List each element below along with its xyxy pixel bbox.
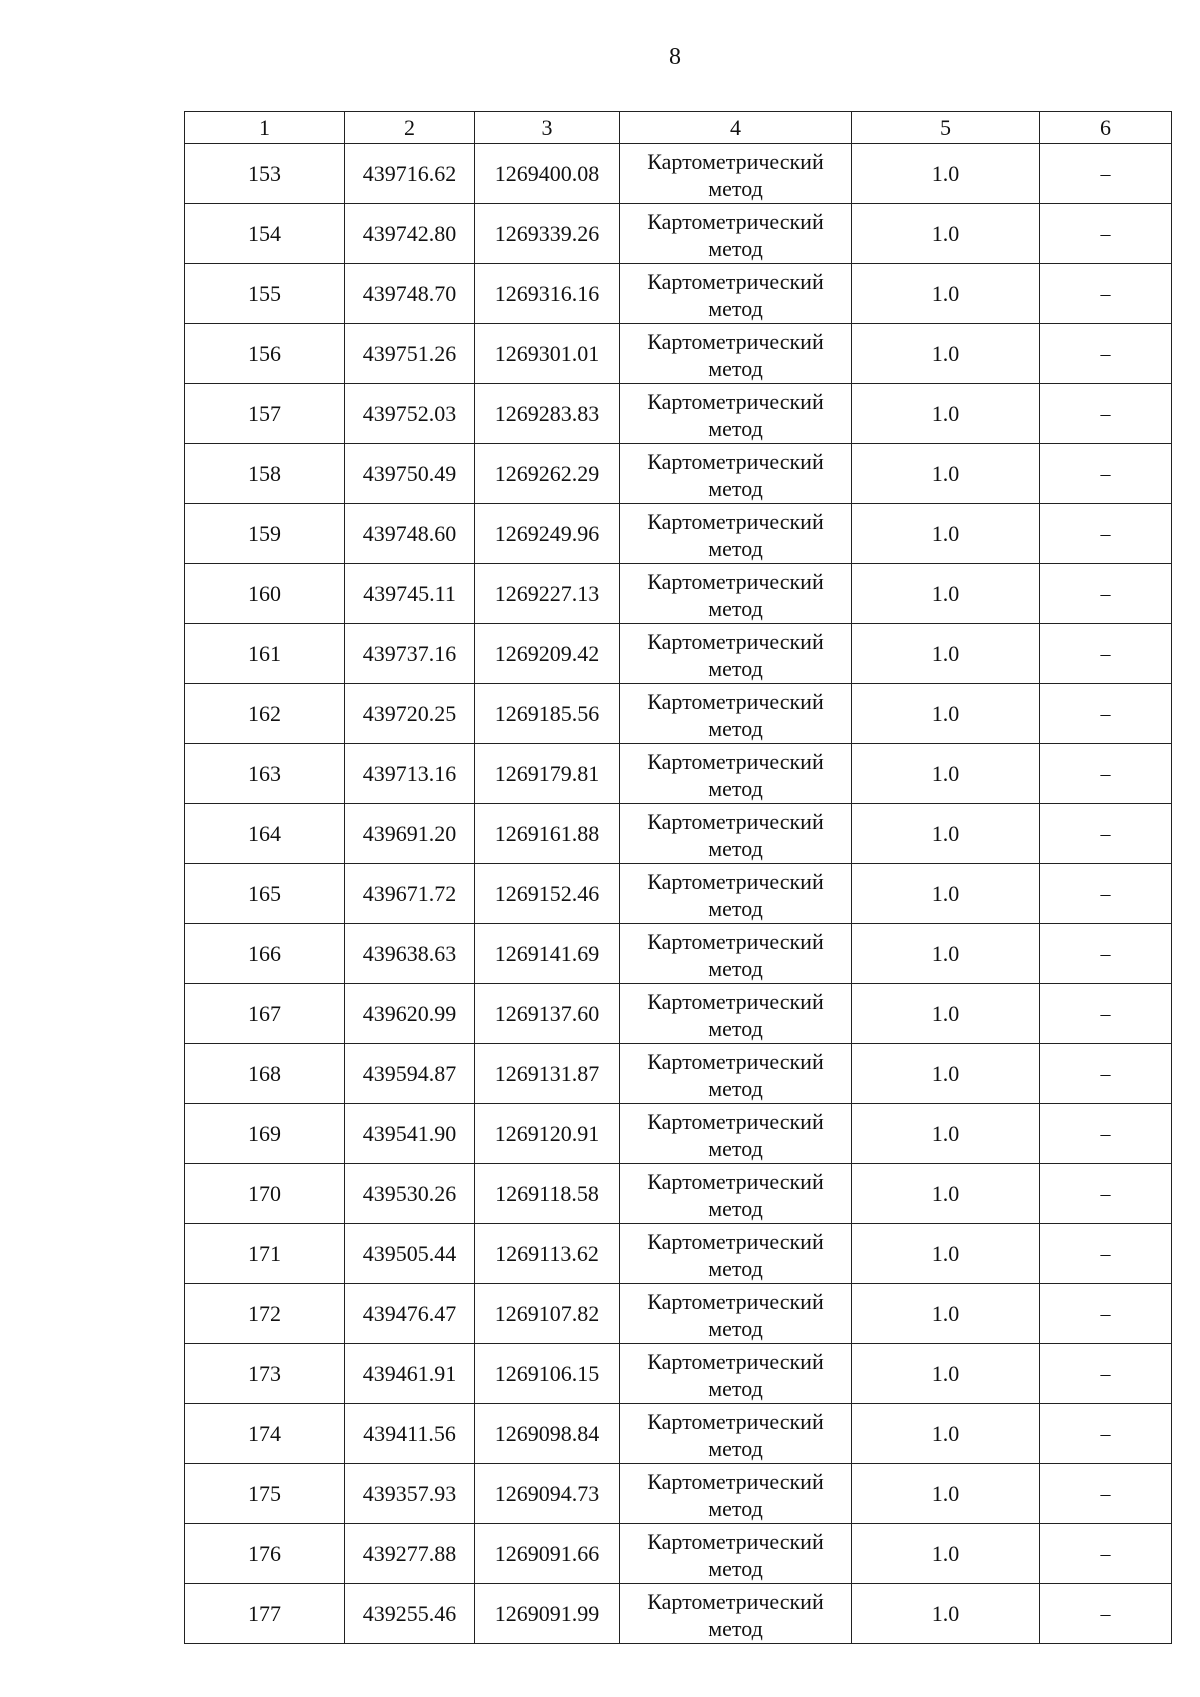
x-coordinate-cell: 439505.44: [345, 1224, 475, 1284]
x-coordinate-cell: 439255.46: [345, 1584, 475, 1644]
accuracy-cell: 1.0: [852, 1584, 1040, 1644]
accuracy-cell: 1.0: [852, 1044, 1040, 1104]
method-line-2: метод: [708, 1495, 763, 1521]
point-number-cell: 157: [185, 384, 345, 444]
method-line-1: Картометрический: [647, 808, 824, 834]
method-line-2: метод: [708, 775, 763, 801]
method-line-1: Картометрический: [647, 208, 824, 234]
table-row: [185, 1464, 1172, 1524]
accuracy-cell: 1.0: [852, 1404, 1040, 1464]
y-coordinate-cell: 1269106.15: [475, 1344, 620, 1404]
x-coordinate-cell: 439530.26: [345, 1164, 475, 1224]
method-cell: [620, 1104, 852, 1164]
table-row: [185, 804, 1172, 864]
note-cell: –: [1040, 744, 1172, 804]
note-cell: –: [1040, 324, 1172, 384]
method-cell: [620, 444, 852, 504]
method-line-1: Картометрический: [647, 568, 824, 594]
method-line-2: метод: [708, 295, 763, 321]
x-coordinate-cell: 439411.56: [345, 1404, 475, 1464]
accuracy-cell: 1.0: [852, 1104, 1040, 1164]
method-line-2: метод: [708, 415, 763, 441]
table-row: [185, 984, 1172, 1044]
point-number-cell: 155: [185, 264, 345, 324]
y-coordinate-cell: 1269301.01: [475, 324, 620, 384]
table-row: [185, 384, 1172, 444]
method-cell: [620, 564, 852, 624]
method-line-2: метод: [708, 715, 763, 741]
x-coordinate-cell: 439752.03: [345, 384, 475, 444]
table-row: [185, 744, 1172, 804]
table-row: [185, 624, 1172, 684]
note-cell: –: [1040, 684, 1172, 744]
method-line-1: Картометрический: [647, 1408, 824, 1434]
note-cell: –: [1040, 1224, 1172, 1284]
accuracy-cell: 1.0: [852, 144, 1040, 204]
method-line-1: Картометрический: [647, 1228, 824, 1254]
method-line-1: Картометрический: [647, 448, 824, 474]
x-coordinate-cell: 439713.16: [345, 744, 475, 804]
x-coordinate-cell: 439742.80: [345, 204, 475, 264]
y-coordinate-cell: 1269400.08: [475, 144, 620, 204]
accuracy-cell: 1.0: [852, 564, 1040, 624]
note-cell: –: [1040, 984, 1172, 1044]
accuracy-cell: 1.0: [852, 924, 1040, 984]
note-cell: –: [1040, 144, 1172, 204]
point-number-cell: 171: [185, 1224, 345, 1284]
coordinates-table: [184, 111, 1172, 1644]
method-line-2: метод: [708, 955, 763, 981]
method-line-1: Картометрический: [647, 268, 824, 294]
method-cell: [620, 1464, 852, 1524]
table-row: [185, 1164, 1172, 1224]
method-cell: [620, 1164, 852, 1224]
method-line-2: метод: [708, 1555, 763, 1581]
point-number-cell: 165: [185, 864, 345, 924]
x-coordinate-cell: 439750.49: [345, 444, 475, 504]
accuracy-cell: 1.0: [852, 384, 1040, 444]
table-header-row: [185, 112, 1172, 144]
table-row: [185, 1284, 1172, 1344]
y-coordinate-cell: 1269179.81: [475, 744, 620, 804]
table-row: [185, 1344, 1172, 1404]
accuracy-cell: 1.0: [852, 744, 1040, 804]
method-line-2: метод: [708, 655, 763, 681]
x-coordinate-cell: 439620.99: [345, 984, 475, 1044]
method-line-2: метод: [708, 1135, 763, 1161]
table-row: [185, 924, 1172, 984]
point-number-cell: 168: [185, 1044, 345, 1104]
note-cell: –: [1040, 564, 1172, 624]
method-line-2: метод: [708, 895, 763, 921]
note-cell: –: [1040, 264, 1172, 324]
note-cell: –: [1040, 1464, 1172, 1524]
y-coordinate-cell: 1269131.87: [475, 1044, 620, 1104]
method-line-1: Картометрический: [647, 508, 824, 534]
method-line-1: Картометрический: [647, 628, 824, 654]
method-line-2: метод: [708, 1255, 763, 1281]
table-row: [185, 444, 1172, 504]
y-coordinate-cell: 1269107.82: [475, 1284, 620, 1344]
accuracy-cell: 1.0: [852, 684, 1040, 744]
method-cell: [620, 1584, 852, 1644]
note-cell: –: [1040, 1284, 1172, 1344]
point-number-cell: 158: [185, 444, 345, 504]
accuracy-cell: 1.0: [852, 1524, 1040, 1584]
note-cell: –: [1040, 1164, 1172, 1224]
page-number: 8: [669, 44, 681, 70]
accuracy-cell: 1.0: [852, 1224, 1040, 1284]
y-coordinate-cell: 1269283.83: [475, 384, 620, 444]
note-cell: –: [1040, 1524, 1172, 1584]
y-coordinate-cell: 1269113.62: [475, 1224, 620, 1284]
note-cell: –: [1040, 624, 1172, 684]
method-line-1: Картометрический: [647, 988, 824, 1014]
method-cell: [620, 1404, 852, 1464]
method-line-1: Картометрический: [647, 328, 824, 354]
y-coordinate-cell: 1269209.42: [475, 624, 620, 684]
method-cell: [620, 744, 852, 804]
method-line-2: метод: [708, 175, 763, 201]
x-coordinate-cell: 439748.60: [345, 504, 475, 564]
accuracy-cell: 1.0: [852, 444, 1040, 504]
x-coordinate-cell: 439671.72: [345, 864, 475, 924]
accuracy-cell: 1.0: [852, 864, 1040, 924]
x-coordinate-cell: 439541.90: [345, 1104, 475, 1164]
note-cell: –: [1040, 204, 1172, 264]
method-cell: [620, 864, 852, 924]
y-coordinate-cell: 1269227.13: [475, 564, 620, 624]
point-number-cell: 166: [185, 924, 345, 984]
method-cell: [620, 144, 852, 204]
x-coordinate-cell: 439357.93: [345, 1464, 475, 1524]
method-line-1: Картометрический: [647, 1588, 824, 1614]
table-row: [185, 144, 1172, 204]
y-coordinate-cell: 1269118.58: [475, 1164, 620, 1224]
accuracy-cell: 1.0: [852, 1164, 1040, 1224]
method-cell: [620, 1284, 852, 1344]
method-cell: [620, 504, 852, 564]
method-cell: [620, 384, 852, 444]
column-header-4: 4: [620, 112, 852, 144]
method-line-2: метод: [708, 355, 763, 381]
method-line-1: Картометрический: [647, 868, 824, 894]
table-row: [185, 324, 1172, 384]
table-row: [185, 504, 1172, 564]
table-row: [185, 1584, 1172, 1644]
point-number-cell: 153: [185, 144, 345, 204]
method-line-1: Картометрический: [647, 928, 824, 954]
point-number-cell: 172: [185, 1284, 345, 1344]
method-line-2: метод: [708, 1375, 763, 1401]
note-cell: –: [1040, 444, 1172, 504]
method-line-2: метод: [708, 1015, 763, 1041]
x-coordinate-cell: 439691.20: [345, 804, 475, 864]
point-number-cell: 154: [185, 204, 345, 264]
x-coordinate-cell: 439594.87: [345, 1044, 475, 1104]
method-cell: [620, 684, 852, 744]
method-cell: [620, 264, 852, 324]
method-cell: [620, 324, 852, 384]
point-number-cell: 176: [185, 1524, 345, 1584]
column-header-3: 3: [475, 112, 620, 144]
x-coordinate-cell: 439277.88: [345, 1524, 475, 1584]
x-coordinate-cell: 439720.25: [345, 684, 475, 744]
table-row: [185, 1404, 1172, 1464]
method-cell: [620, 624, 852, 684]
column-header-1: 1: [185, 112, 345, 144]
note-cell: –: [1040, 384, 1172, 444]
point-number-cell: 164: [185, 804, 345, 864]
table-row: [185, 684, 1172, 744]
method-line-1: Картометрический: [647, 148, 824, 174]
y-coordinate-cell: 1269137.60: [475, 984, 620, 1044]
y-coordinate-cell: 1269152.46: [475, 864, 620, 924]
table-body: [185, 144, 1172, 1644]
method-line-2: метод: [708, 835, 763, 861]
x-coordinate-cell: 439748.70: [345, 264, 475, 324]
y-coordinate-cell: 1269098.84: [475, 1404, 620, 1464]
method-cell: [620, 1044, 852, 1104]
table-row: [185, 204, 1172, 264]
method-line-1: Картометрический: [647, 748, 824, 774]
method-line-2: метод: [708, 1075, 763, 1101]
method-line-2: метод: [708, 475, 763, 501]
table-row: [185, 1524, 1172, 1584]
x-coordinate-cell: 439737.16: [345, 624, 475, 684]
method-line-2: метод: [708, 235, 763, 261]
method-line-2: метод: [708, 1195, 763, 1221]
method-line-2: метод: [708, 1615, 763, 1641]
method-line-2: метод: [708, 1315, 763, 1341]
method-line-1: Картометрический: [647, 388, 824, 414]
table-row: [185, 1224, 1172, 1284]
accuracy-cell: 1.0: [852, 984, 1040, 1044]
point-number-cell: 162: [185, 684, 345, 744]
method-cell: [620, 804, 852, 864]
accuracy-cell: 1.0: [852, 1464, 1040, 1524]
y-coordinate-cell: 1269262.29: [475, 444, 620, 504]
method-line-1: Картометрический: [647, 1288, 824, 1314]
point-number-cell: 175: [185, 1464, 345, 1524]
y-coordinate-cell: 1269316.16: [475, 264, 620, 324]
accuracy-cell: 1.0: [852, 1284, 1040, 1344]
method-cell: [620, 1344, 852, 1404]
x-coordinate-cell: 439461.91: [345, 1344, 475, 1404]
note-cell: –: [1040, 1044, 1172, 1104]
method-cell: [620, 1524, 852, 1584]
note-cell: –: [1040, 504, 1172, 564]
note-cell: –: [1040, 924, 1172, 984]
column-header-5: 5: [852, 112, 1040, 144]
column-header-2: 2: [345, 112, 475, 144]
point-number-cell: 170: [185, 1164, 345, 1224]
method-cell: [620, 984, 852, 1044]
note-cell: –: [1040, 1584, 1172, 1644]
y-coordinate-cell: 1269185.56: [475, 684, 620, 744]
accuracy-cell: 1.0: [852, 624, 1040, 684]
note-cell: –: [1040, 804, 1172, 864]
accuracy-cell: 1.0: [852, 264, 1040, 324]
point-number-cell: 156: [185, 324, 345, 384]
table-row: [185, 864, 1172, 924]
y-coordinate-cell: 1269120.91: [475, 1104, 620, 1164]
method-cell: [620, 1224, 852, 1284]
method-line-1: Картометрический: [647, 1528, 824, 1554]
y-coordinate-cell: 1269141.69: [475, 924, 620, 984]
x-coordinate-cell: 439745.11: [345, 564, 475, 624]
method-line-1: Картометрический: [647, 1468, 824, 1494]
method-line-1: Картометрический: [647, 688, 824, 714]
x-coordinate-cell: 439476.47: [345, 1284, 475, 1344]
y-coordinate-cell: 1269249.96: [475, 504, 620, 564]
point-number-cell: 173: [185, 1344, 345, 1404]
method-line-1: Картометрический: [647, 1348, 824, 1374]
point-number-cell: 159: [185, 504, 345, 564]
accuracy-cell: 1.0: [852, 204, 1040, 264]
y-coordinate-cell: 1269091.99: [475, 1584, 620, 1644]
method-line-2: метод: [708, 595, 763, 621]
method-line-2: метод: [708, 1435, 763, 1461]
y-coordinate-cell: 1269161.88: [475, 804, 620, 864]
method-line-1: Картометрический: [647, 1108, 824, 1134]
point-number-cell: 174: [185, 1404, 345, 1464]
method-cell: [620, 924, 852, 984]
method-line-2: метод: [708, 535, 763, 561]
point-number-cell: 163: [185, 744, 345, 804]
table-row: [185, 264, 1172, 324]
accuracy-cell: 1.0: [852, 504, 1040, 564]
note-cell: –: [1040, 1104, 1172, 1164]
x-coordinate-cell: 439638.63: [345, 924, 475, 984]
y-coordinate-cell: 1269091.66: [475, 1524, 620, 1584]
column-header-6: 6: [1040, 112, 1172, 144]
table-row: [185, 564, 1172, 624]
method-line-1: Картометрический: [647, 1168, 824, 1194]
point-number-cell: 160: [185, 564, 345, 624]
y-coordinate-cell: 1269094.73: [475, 1464, 620, 1524]
x-coordinate-cell: 439751.26: [345, 324, 475, 384]
point-number-cell: 177: [185, 1584, 345, 1644]
note-cell: –: [1040, 864, 1172, 924]
point-number-cell: 167: [185, 984, 345, 1044]
accuracy-cell: 1.0: [852, 804, 1040, 864]
note-cell: –: [1040, 1404, 1172, 1464]
y-coordinate-cell: 1269339.26: [475, 204, 620, 264]
method-cell: [620, 204, 852, 264]
method-line-1: Картометрический: [647, 1048, 824, 1074]
note-cell: –: [1040, 1344, 1172, 1404]
point-number-cell: 161: [185, 624, 345, 684]
x-coordinate-cell: 439716.62: [345, 144, 475, 204]
accuracy-cell: 1.0: [852, 324, 1040, 384]
table-row: [185, 1104, 1172, 1164]
table-row: [185, 1044, 1172, 1104]
accuracy-cell: 1.0: [852, 1344, 1040, 1404]
point-number-cell: 169: [185, 1104, 345, 1164]
